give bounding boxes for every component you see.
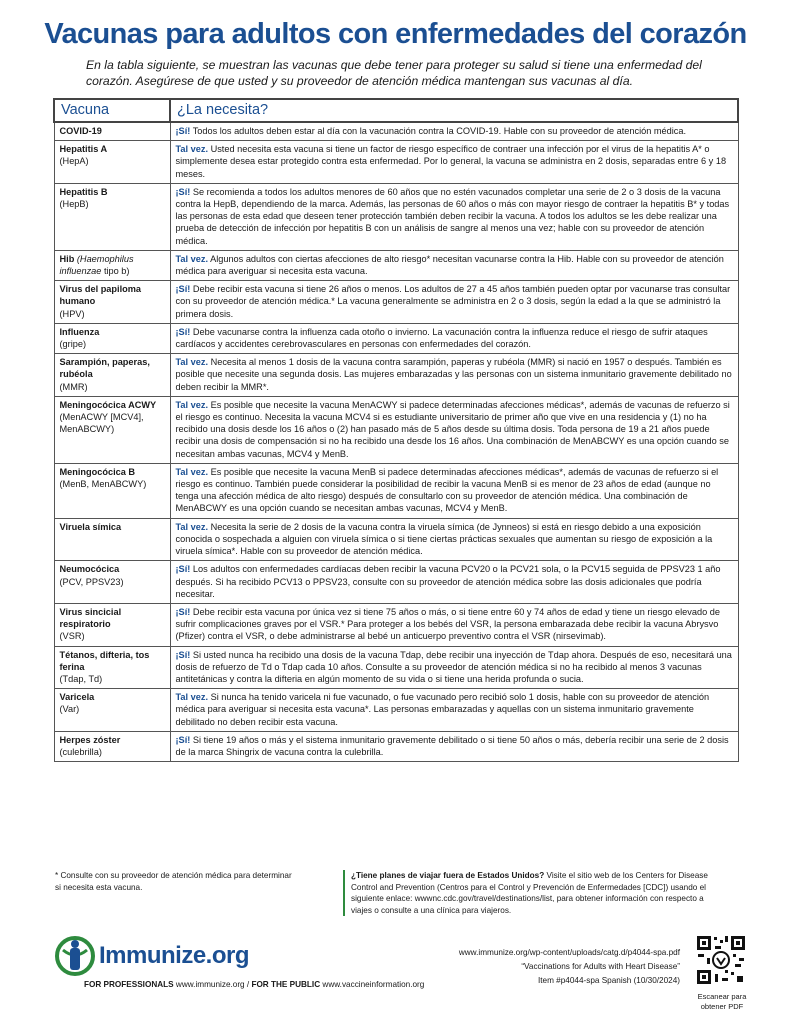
- vaccine-name-cell: [54, 122, 170, 141]
- table-header: [54, 99, 738, 122]
- professionals-label: FOR PROFESSIONALS: [84, 980, 174, 989]
- vaccine-abbrev: (culebrilla): [59, 746, 102, 757]
- vaccine-name: Hepatitis B: [59, 186, 108, 197]
- recommendation-answer: Tal vez.: [175, 692, 209, 703]
- travel-lead: ¿Tiene planes de viajar fuera de Estados Unidos?: [351, 871, 545, 880]
- table-row: [54, 646, 738, 689]
- table-row: [54, 323, 738, 353]
- vaccine-name-cell: [54, 731, 170, 761]
- recommendation-cell: [170, 561, 738, 604]
- recommendation-cell: [170, 689, 738, 732]
- recommendation-answer: ¡Sí!: [175, 564, 191, 575]
- recommendation-text: Si nunca ha tenido varicela ni fue vacunado, o fue vacunado pero recibió solo 1 dosis, hable con su proveedor de atención médica para averiguar si necesita esta vacuna*. Las personas embarazadas y aquellas con un sistema inmunitario gravemente debilitado no deben recibir esta vacuna.: [175, 692, 710, 727]
- vaccine-name: Neumocócica: [59, 564, 120, 575]
- table-row: [54, 122, 738, 141]
- table-row: [54, 183, 738, 250]
- table-row: [54, 281, 738, 324]
- recommendation-cell: [170, 603, 738, 646]
- vaccine-name: Influenza: [59, 326, 100, 337]
- table-row: [54, 561, 738, 604]
- table-row: [54, 354, 738, 397]
- recommendation-text: Los adultos con enfermedades cardíacas deben recibir la vacuna PCV20 o la PCV21 sola, o la PCV15 seguida de PPSV23 1 año después. Si ha recibido PCV13 o PPSV23, consulte con su proveedor de atención médica sobre las dosis adicionales que podría necesitar.: [175, 564, 721, 599]
- vaccine-name: Tétanos, difteria, tos ferina: [59, 649, 150, 672]
- recommendation-cell: [170, 122, 738, 141]
- recommendation-text: Es posible que necesite la vacuna MenB si padece determinadas afecciones médicas*, además de vacunas de refuerzo si el riesgo es continuo. También puede considerar la posibilidad de recibir la vacuna MenB si es menor de 23 años de edad (aunque no tenga una afección médica de alto riesgo) después de consultarlo con su proveedor de atención médica. Una combinación de MenABCWY es una opción cuando se necesitan ambas vacunas, MCV4 y MenB.: [175, 466, 719, 514]
- vaccine-name-cell: [54, 689, 170, 732]
- table-row: [54, 250, 738, 280]
- vaccine-table: [53, 98, 739, 762]
- table-row: [54, 603, 738, 646]
- recommendation-text: Es posible que necesite la vacuna MenACWY si padece determinadas afecciones médicas*, además de vacunas de refuerzo si el riesgo es continuo. Necesita la vacuna MCV4 si es estudiante universitario de primer año que vive en una residencia y (1) no ha recibido una dosis desde los 16 años o (2) han pasado más de 5 años desde su última dosis. Toda persona de 19 a 21 años puede recibir una dosis de compensación si no ha recibido una desde los 16 años. Una combinación de MenABCWY es una opción cuando se necesitan ambas vacunas, MCV4 y MenB.: [175, 399, 730, 459]
- table-row: [54, 396, 738, 463]
- doc-info: [459, 946, 680, 988]
- recommendation-cell: [170, 518, 738, 561]
- vaccine-abbrev: (VSR): [59, 631, 85, 642]
- recommendation-cell: [170, 731, 738, 761]
- header-vacuna: Vacuna: [54, 99, 170, 122]
- recommendation-text: Necesita la serie de 2 dosis de la vacuna contra la viruela símica (de Jynneos) si está en riesgo debido a una exposición conocida o sospechada a alguien con viruela símica o si tiene ciertas prácticas sexuales que aumentan su riesgo de exposición a la viruela símica*. Hable con su proveedor de atención médica.: [175, 521, 713, 557]
- vaccine-name: Herpes zóster: [59, 734, 121, 745]
- vaccine-abbrev: (HepA): [59, 156, 89, 167]
- travel-text: Visite el sitio web de los Centers for Disease Control and Prevention (Centros para el Control y Prevención de Enfermedades [CDC]) usando el siguiente enlace: wwwnc.cdc.gov/travel/destinations/list, para obtener información con respecto a viajes o consulte a una clínica para viajeros.: [351, 871, 708, 915]
- recommendation-answer: ¡Sí!: [175, 326, 191, 337]
- vaccine-abbrev: (MenB, MenABCWY): [59, 479, 147, 490]
- qr-caption: Escanear para obtener PDF: [697, 992, 747, 1011]
- vaccine-name-cell: [54, 250, 170, 280]
- vaccine-name: Meningocócica B: [59, 466, 136, 477]
- recommendation-text: Si tiene 19 años o más y el sistema inmunitario gravemente debilitado o si tiene 50 años o más, debería recibir una serie de 2 dosis de la marca Shingrix de vacuna contra la culebrilla.: [175, 734, 729, 757]
- vaccine-name: Varicela: [59, 692, 95, 703]
- vaccine-abbrev: (HepB): [59, 199, 89, 210]
- vaccine-name-cell: [54, 323, 170, 353]
- recommendation-cell: [170, 354, 738, 397]
- vaccine-name: Virus del papiloma humano: [59, 284, 142, 307]
- vaccine-name-cell: [54, 463, 170, 518]
- doc-url[interactable]: www.immunize.org/wp-content/uploads/catg.d/p4044-spa.pdf: [458, 948, 680, 957]
- table-row: [54, 141, 738, 184]
- vaccine-name: Hepatitis A: [59, 144, 108, 155]
- page-title: Vacunas para adultos con enfermedades del corazón: [44, 18, 747, 50]
- recommendation-text: Si usted nunca ha recibido una dosis de la vacuna Tdap, debe recibir una inyección de Tdap ahora. Después de eso, necesitará una dosis de refuerzo de Td o Tdap cada 10 años. Consulte a su proveedor de atención médica si no ha recibido al menos 3 vacunas antitetánicas y contra la difteria en algún momento de su vida o si tiene una herida profunda o sucia.: [175, 649, 732, 684]
- vaccine-abbrev: (Var): [59, 704, 80, 715]
- public-url[interactable]: www.vaccineinformation.org: [320, 980, 425, 989]
- vaccine-name-cell: [54, 646, 170, 689]
- recommendation-answer: Tal vez.: [175, 253, 209, 264]
- recommendation-answer: Tal vez.: [175, 466, 209, 477]
- qr-code-icon[interactable]: [695, 934, 747, 986]
- recommendation-answer: ¡Sí!: [175, 284, 191, 295]
- vaccine-name: Hib: [59, 253, 75, 264]
- recommendation-cell: [170, 250, 738, 280]
- recommendation-answer: ¡Sí!: [175, 126, 191, 136]
- recommendation-text: Todos los adultos deben estar al día con la vacunación contra la COVID-19. Hable con su proveedor de atención médica.: [192, 126, 687, 136]
- vaccine-name: Sarampión, paperas, rubéola: [59, 357, 150, 380]
- recommendation-text: Necesita al menos 1 dosis de la vacuna contra sarampión, paperas y rubéola (MMR) si nació en 1957 o después. También es posible que necesite una segunda dosis. Las mujeres embarazadas y las personas con un sistema inmunitario gravemente debilitado no deben recibir la MMR*.: [175, 357, 732, 392]
- table-row: [54, 518, 738, 561]
- recommendation-answer: Tal vez.: [175, 521, 209, 532]
- recommendation-cell: [170, 141, 738, 184]
- vaccine-name-cell: [54, 518, 170, 561]
- recommendation-text: Debe vacunarse contra la influenza cada otoño o invierno. La vacunación contra la influenza reduce el riesgo de sufrir ataques cardíacos y accidentes cerebrovasculares en personas con enfermedades del corazón.: [175, 326, 708, 350]
- vaccine-abbrev: (gripe): [59, 339, 87, 350]
- intro-text: En la tabla siguiente, se muestran las vacunas que debe tener para proteger su salud si tiene una enfermedad del corazón. Asegúrese de que usted y su proveedor de atención médica mantengan sus vacunas al día.: [86, 58, 702, 88]
- recommendation-cell: [170, 646, 738, 689]
- recommendation-cell: [170, 396, 738, 463]
- professionals-url[interactable]: www.immunize.org /: [173, 980, 252, 989]
- site-links: [84, 980, 424, 989]
- vaccine-name-cell: [54, 396, 170, 463]
- recommendation-text: Se recomienda a todos los adultos menores de 60 años que no estén vacunados completar una serie de 2 o 3 dosis de la vacuna contra la HepB, dependiendo de la marca. Además, las personas de 60 años o más con mayor riesgo de contraer la hepatitis B* y todas las personas de esta edad que deseen tener protección también deben recibir la vacuna. A todos los adultos se les debe realizar una prueba de detección de infección por hepatitis B con un análisis de sangre al menos una vez; hable con su proveedor de atención médica.: [175, 186, 730, 246]
- immunize-logo[interactable]: [55, 936, 249, 976]
- table-row: [54, 463, 738, 518]
- recommendation-text: Usted necesita esta vacuna si tiene un factor de riesgo específico de contraer una infección por el virus de la hepatitis A* o simplemente desea estar protegido contra esta enfermedad. Por lo general, la vacuna se administra en 2 dosis, separadas entre 6 y 18 meses.: [175, 144, 727, 179]
- vaccine-name: Virus sincicial respiratorio: [59, 606, 122, 630]
- vaccine-name-cell: [54, 603, 170, 646]
- recommendation-answer: Tal vez.: [175, 357, 209, 368]
- immunize-logo-icon: [55, 936, 95, 976]
- recommendation-answer: ¡Sí!: [175, 186, 191, 197]
- vaccine-name: Meningocócica ACWY: [59, 399, 157, 410]
- recommendation-cell: [170, 281, 738, 324]
- vaccine-name-tail: tipo b): [101, 266, 130, 277]
- vaccine-abbrev: (PCV, PPSV23): [59, 576, 124, 587]
- recommendation-text: Algunos adultos con ciertas afecciones de alto riesgo* necesitan vacunarse contra la Hib. Hable con su proveedor de atención médica para averiguar si necesita esta vacuna.: [175, 253, 724, 277]
- recommendation-cell: [170, 323, 738, 353]
- recommendation-text: Debe recibir esta vacuna si tiene 26 años o menos. Los adultos de 27 a 45 años también pueden optar por vacunarse tras consultar con su proveedor de atención médica.* La vacuna generalmente se administra en 2 o 3 dosis, según la edad a la que se administró la primera dosis.: [175, 284, 731, 319]
- vaccine-name: Viruela símica: [59, 521, 122, 532]
- vaccine-name-cell: [54, 561, 170, 604]
- recommendation-answer: Tal vez.: [175, 144, 209, 155]
- vaccine-name-cell: [54, 183, 170, 250]
- vaccine-abbrev: (Tdap, Td): [59, 673, 103, 684]
- travel-note: [343, 870, 711, 916]
- vaccine-abbrev: (HPV): [59, 308, 85, 319]
- footnote: * Consulte con su proveedor de atención médica para determinar si necesita esta vacuna.: [55, 871, 292, 892]
- vaccine-name: COVID-19: [59, 126, 102, 136]
- doc-title: “Vaccinations for Adults with Heart Disease”: [521, 962, 680, 971]
- vaccine-name-cell: [54, 281, 170, 324]
- recommendation-answer: ¡Sí!: [175, 606, 191, 617]
- recommendation-text: Debe recibir esta vacuna por única vez si tiene 75 años o más, o si tiene entre 60 y 74 años de edad y tiene un riesgo elevado de sufrir complicaciones graves por el VSR.* Para proteger a los bebés del VSR, la persona embarazada debe recibir la vacuna Abrysvo (Pfizer) contra el VSR, o debe administrarse al bebé un anticuerpo preventivo contra el VSR (nirsevimab).: [175, 606, 720, 642]
- recommendation-answer: ¡Sí!: [175, 734, 191, 745]
- logo-text: Immunize.org: [99, 942, 250, 969]
- vaccine-name-italic: (Haemophilus influenzae: [59, 253, 134, 277]
- recommendation-cell: [170, 463, 738, 518]
- public-label: FOR THE PUBLIC: [251, 980, 321, 989]
- table-row: [54, 689, 738, 732]
- table-row: [54, 731, 738, 761]
- header-la-necesita: ¿La necesita?: [170, 99, 738, 122]
- vaccine-abbrev: (MMR): [59, 381, 88, 392]
- vaccine-abbrev: (MenACWY [MCV4], MenABCWY): [59, 412, 144, 435]
- recommendation-answer: ¡Sí!: [175, 649, 191, 660]
- vaccine-name-cell: [54, 354, 170, 397]
- recommendation-answer: Tal vez.: [175, 399, 209, 410]
- doc-item: Item #p4044-spa Spanish (10/30/2024): [537, 976, 680, 985]
- vaccine-name-cell: [54, 141, 170, 184]
- recommendation-cell: [170, 183, 738, 250]
